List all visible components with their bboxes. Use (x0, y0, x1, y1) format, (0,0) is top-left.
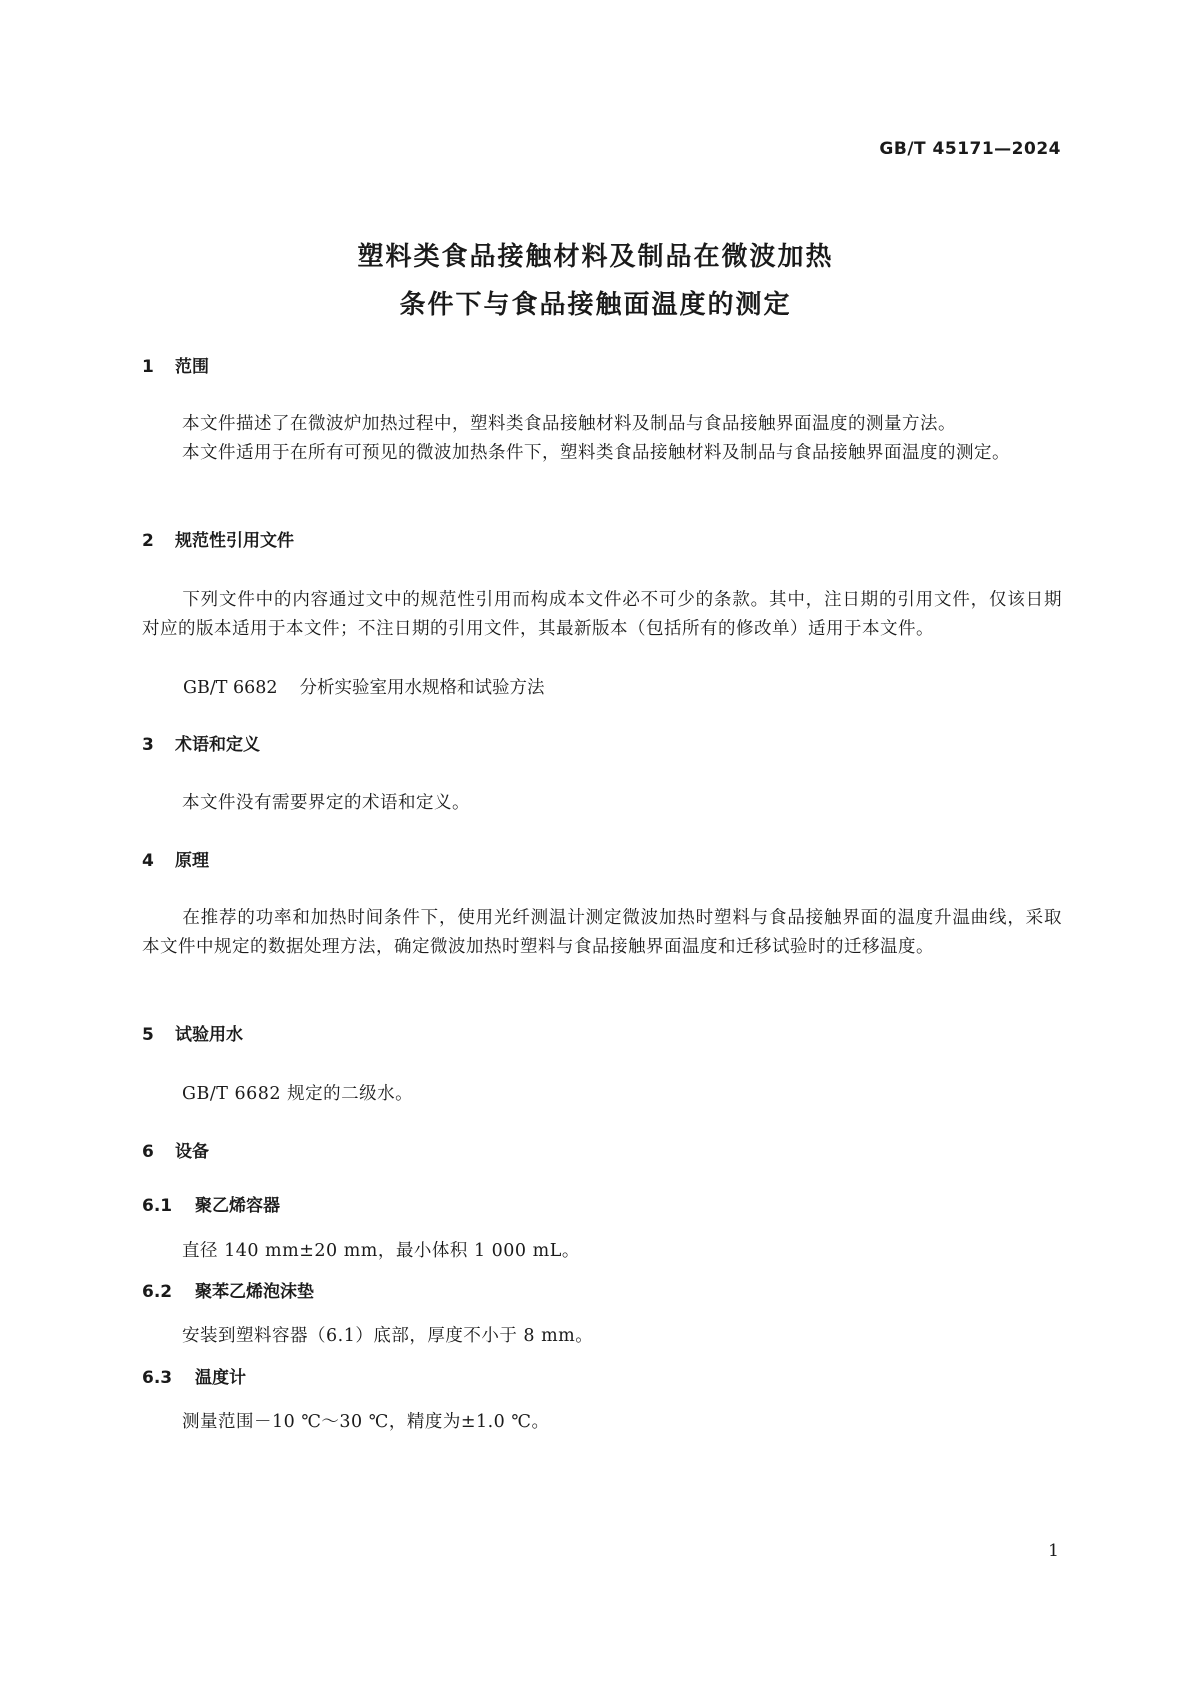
section-3-paragraph-1 (142, 789, 1062, 818)
section-6-3-heading (142, 1366, 246, 1390)
paragraph-text: 直径 140 mm±20 mm，最小体积 1 000 mL。 (182, 1241, 580, 1261)
reference-code: GB/T 6682 (183, 678, 278, 698)
section-5-paragraph-1 (142, 1080, 1062, 1109)
section-5-heading (142, 1023, 243, 1047)
section-number: 5 (142, 1025, 154, 1045)
section-1-paragraph-1 (142, 410, 1062, 439)
paragraph-text: 本文件适用于在所有可预见的微波加热条件下，塑料类食品接触材料及制品与食品接触界面温度的测定。 (182, 443, 1010, 463)
paragraph-text: 在推荐的功率和加热时间条件下，使用光纤测温计测定微波加热时塑料与食品接触界面的温度升温曲线，采取本文件中规定的数据处理方法，确定微波加热时塑料与食品接触界面温度和迁移试验时的迁移温度。 (142, 908, 1062, 957)
section-3-heading (142, 733, 260, 757)
section-number: 3 (142, 735, 154, 755)
section-title: 规范性引用文件 (175, 531, 294, 551)
section-6-2-paragraph-1 (142, 1322, 1062, 1351)
section-number: 6.3 (142, 1368, 173, 1388)
paragraph-text: GB/T 6682 规定的二级水。 (182, 1084, 414, 1104)
paragraph-text: 安装到塑料容器（6.1）底部，厚度不小于 8 mm。 (182, 1326, 594, 1346)
section-title: 设备 (175, 1142, 209, 1162)
section-4-paragraph-1 (142, 904, 1062, 962)
paragraph-text: 下列文件中的内容通过文中的规范性引用而构成本文件必不可少的条款。其中，注日期的引用文件，仅该日期对应的版本适用于本文件；不注日期的引用文件，其最新版本（包括所有的修改单）适用于本文件。 (142, 590, 1062, 639)
section-title: 聚乙烯容器 (195, 1196, 280, 1216)
section-1-heading (142, 355, 209, 379)
section-6-2-heading (142, 1280, 314, 1304)
section-number: 6.2 (142, 1282, 173, 1302)
section-6-3-paragraph-1 (142, 1408, 1062, 1437)
section-title: 范围 (175, 357, 209, 377)
section-title: 原理 (175, 851, 209, 871)
reference-title: 分析实验室用水规格和试验方法 (299, 678, 545, 698)
section-title: 聚苯乙烯泡沫垫 (195, 1282, 314, 1302)
section-2-paragraph-1 (142, 586, 1062, 644)
section-2-heading (142, 529, 294, 553)
section-number: 6 (142, 1142, 154, 1162)
title-line-2: 条件下与食品接触面温度的测定 (399, 290, 792, 320)
section-title: 温度计 (195, 1368, 246, 1388)
section-title: 试验用水 (175, 1025, 243, 1045)
paragraph-text: 测量范围－10 ℃～30 ℃，精度为±1.0 ℃。 (182, 1412, 550, 1432)
section-number: 4 (142, 851, 154, 871)
document-code: GB/T 45171—2024 (879, 139, 1061, 159)
section-number: 6.1 (142, 1196, 173, 1216)
normative-reference (183, 674, 545, 703)
section-6-1-heading (142, 1194, 280, 1218)
section-4-heading (142, 849, 209, 873)
paragraph-text: 本文件没有需要界定的术语和定义。 (182, 793, 470, 813)
section-number: 2 (142, 531, 154, 551)
title-line-1: 塑料类食品接触材料及制品在微波加热 (357, 242, 834, 272)
paragraph-text: 本文件描述了在微波炉加热过程中，塑料类食品接触材料及制品与食品接触界面温度的测量方法。 (182, 414, 956, 434)
section-number: 1 (142, 357, 154, 377)
section-1-paragraph-2 (142, 439, 1062, 468)
section-title: 术语和定义 (175, 735, 260, 755)
section-6-1-paragraph-1 (142, 1237, 1062, 1266)
document-title (0, 233, 1191, 329)
page-number: 1 (1048, 1541, 1059, 1561)
section-6-heading (142, 1140, 209, 1164)
